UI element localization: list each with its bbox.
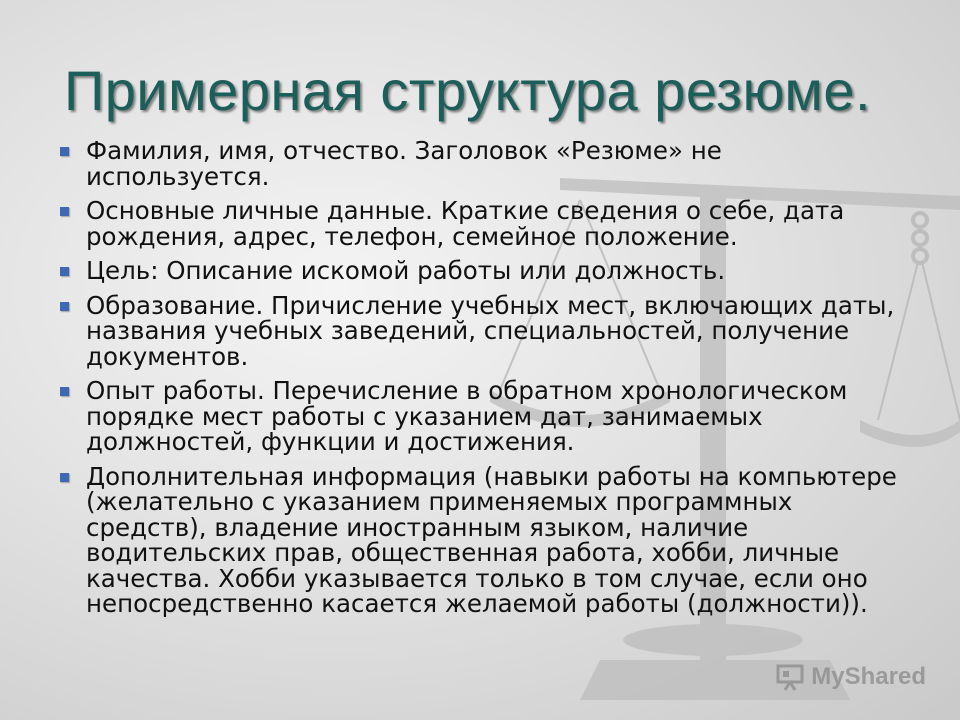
bullet-text: Дополнительная информация (навыки работы на компьютере (желательно с указанием применяемых программных средств), владение иностранным языком, наличие водительских прав, общественная работа, хобби, личные качества. Хобби указывается только в том случае, если оно непосредственно касается желаемой работы (должности)).: [86, 461, 897, 618]
square-bullet-icon: [60, 302, 69, 311]
bullet-item: [58, 290, 898, 371]
square-bullet-icon: [60, 207, 69, 216]
bullet-text: Фамилия, имя, отчество. Заголовок «Резюме» не используется.: [86, 136, 722, 191]
bullet-item: [58, 461, 898, 618]
bullet-text: Основные личные данные. Краткие сведения о себе, дата рождения, адрес, телефон, семейное положение.: [86, 196, 845, 251]
bullet-item: [58, 138, 898, 189]
presentation-board-icon: [775, 662, 805, 692]
bullet-text: Цель: Описание искомой работы или должность.: [86, 256, 726, 285]
bullet-text: Образование. Причисление учебных мест, включающих даты, названия учебных заведений, специальностей, получение документов.: [86, 290, 895, 371]
bullet-item: [58, 258, 898, 284]
bullet-item: [58, 198, 898, 249]
square-bullet-icon: [60, 387, 69, 396]
watermark: [775, 662, 926, 692]
square-bullet-icon: [60, 147, 69, 156]
bullet-text: Опыт работы. Перечисление в обратном хронологическом порядке мест работы с указанием дат, занимаемых должностей, функции и достижения.: [86, 376, 848, 456]
bullet-list: [58, 138, 898, 626]
square-bullet-icon: [60, 267, 69, 276]
square-bullet-icon: [60, 473, 69, 482]
slide-title: Примерная структура резюме.: [64, 59, 872, 122]
watermark-text: MyShared: [811, 663, 926, 690]
bullet-item: [58, 378, 898, 455]
